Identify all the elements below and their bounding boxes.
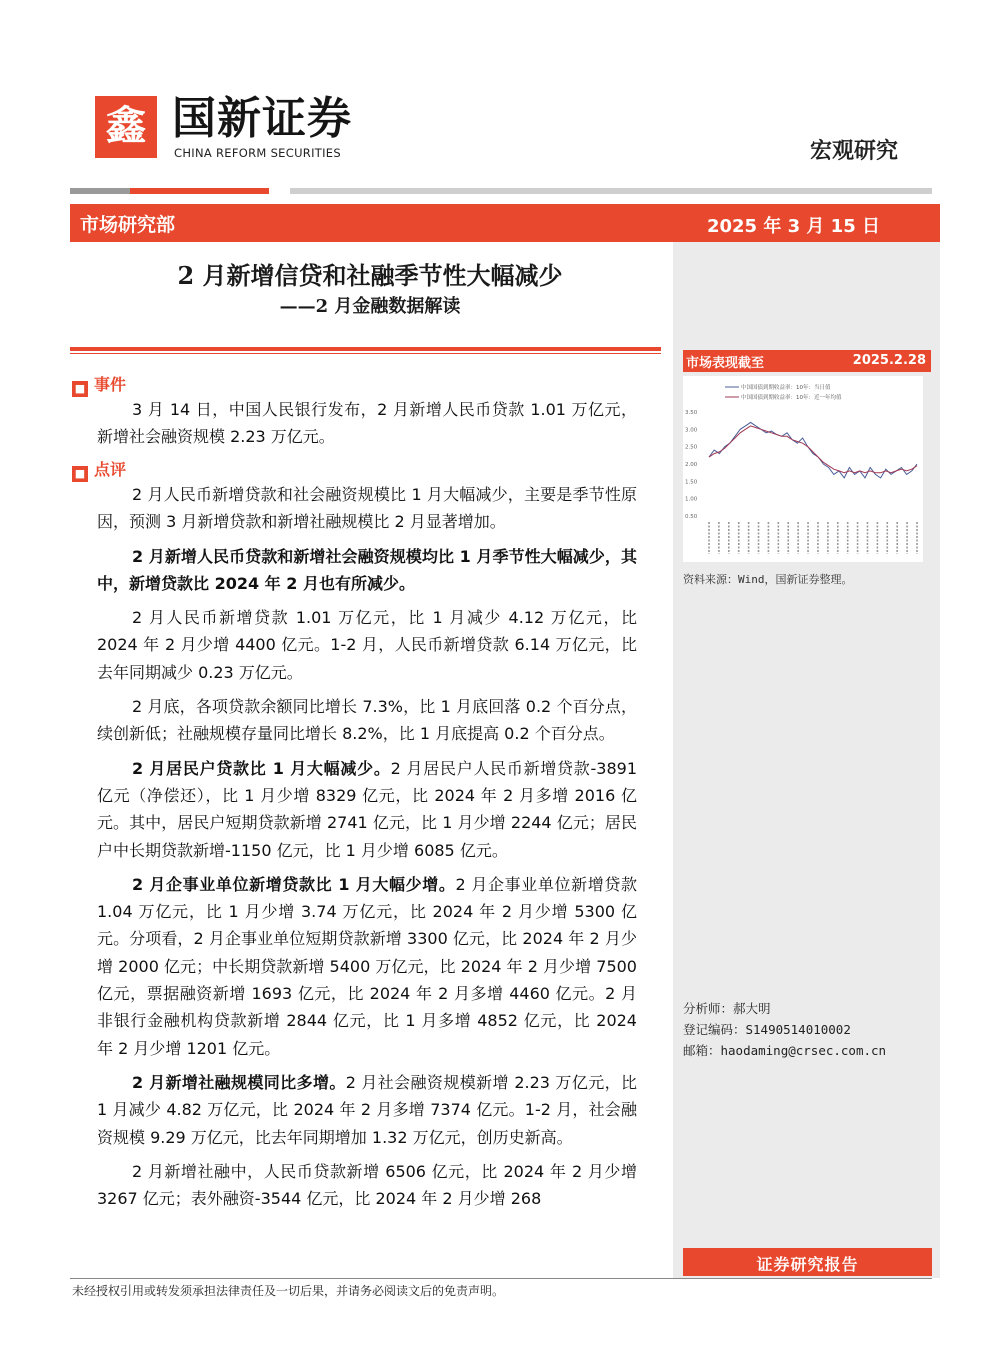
report-label: 证券研究报告 [756,1255,859,1274]
report-subtitle: ——2 月金融数据解读 [279,296,461,317]
y-tick-label: 2.50 [685,444,698,451]
series-line-1 [709,422,917,478]
section-review-heading [72,457,126,482]
y-tick-label: 1.50 [685,479,698,486]
chart-source: 资料来源：Wind，国新证券整理。 [683,573,853,586]
review-paragraph-6 [97,871,637,1062]
paragraph-7-text: 2 月社会融资规模新增 2.23 万亿元，比 1 月减少 4.82 万亿元，比 2024 年 2 月多增 7374 亿元。1-2 月，社会融资规模 9.29 万亿元，比去年同期增加 1.32 万亿元，创历史新高。 [97,1072,637,1147]
section-event-label: 事件 [94,375,127,394]
section-review-label: 点评 [94,460,127,479]
event-paragraph: 3 月 14 日，中国人民银行发布，2 月新增人民币贷款 1.01 万亿元，新增社会融资规模 2.23 万亿元。 [97,400,637,447]
report-title: 2 月新增信贷和社融季节性大幅减少 [177,261,563,290]
review-paragraph-2: 2 月新增人民币贷款和新增社会融资规模均比 1 月季节性大幅减少，其中，新增贷款比 2024 年 2 月也有所减少。 [97,546,637,593]
report-date: 2025 年 3 月 15 日 [706,216,880,237]
header-divider-gray-left [70,188,130,194]
y-tick-label: 1.00 [685,496,698,503]
review-paragraph-8: 2 月新增社融中，人民币贷款新增 6506 亿元，比 2024 年 2 月少增 3267 亿元；表外融资-3544 亿元，比 2024 年 2 月少增 268 [97,1161,637,1209]
y-tick-label: 3.50 [685,410,698,416]
review-paragraph-3: 2 月人民币新增贷款 1.01 万亿元，比 1 月减少 4.12 万亿元，比 2024 年 2 月少增 4400 亿元。1-2 月，人民币新增贷款 6.14 万亿元，比去年同期减少 0.23 万亿元。 [97,608,637,682]
paragraph-5-text: 2 月居民户人民币新增贷款-3891 亿元（净偿还），比 1 月少增 8329 亿元，比 2024 年 2 月多增 2016 亿元。其中，居民户短期贷款新增 2741 亿元，比 1 月少增 2244 亿元；居民户中长期贷款新增-1150 亿元，比 1 月少增 6085 亿元。 [97,758,637,860]
department-label: 市场研究部 [80,214,176,236]
footer-rule [70,1278,932,1279]
market-title: 市场表现截至 [686,356,765,371]
document-type: 宏观研究 [810,138,899,164]
company-name-cn: 国新证券 [172,93,352,144]
paragraph-7-lead: 2 月新增社融规模同比多增。 [132,1072,346,1092]
analyst-registration: 登记编码：S1490514010002 [683,1022,851,1037]
review-paragraph-5 [97,755,637,864]
logo-glyph: 鑫 [106,102,146,149]
section-bullet-icon: ■ [72,466,88,482]
section-event-heading [72,372,126,397]
analyst-name: 分析师：郝大明 [683,1001,771,1016]
paragraph-5-lead: 2 月居民户贷款比 1 月大幅减少。 [132,758,391,778]
company-name-en: CHINA REFORM SECURITIES [174,146,341,160]
event-body [97,396,637,458]
title-rule-thin [70,353,661,354]
review-paragraph-1: 2 月人民币新增贷款和社会融资规模比 1 月大幅减少，主要是季节性原因，预测 3 月新增贷款和新增社融规模比 2 月显著增加。 [97,485,637,532]
review-body [97,481,637,1219]
review-paragraph-7 [97,1069,637,1151]
review-paragraph-4: 2 月底，各项贷款余额同比增长 7.3%，比 1 月底回落 0.2 个百分点，续创新低；社融规模存量同比增长 8.2%，比 1 月底提高 0.2 个百分点。 [97,697,637,744]
market-chart [683,376,923,562]
series-line-2 [709,426,917,473]
paragraph-6-lead: 2 月企事业单位新增贷款比 1 月大幅少增。 [132,874,456,894]
analyst-email[interactable]: 邮箱：haodaming@crsec.com.cn [683,1043,887,1058]
y-tick-label: 0.50 [685,514,698,520]
market-date: 2025.2.28 [852,353,926,368]
legend-label-1: 中国国债到期收益率：10年：当日值 [741,385,831,391]
legend-label-2: 中国国债到期收益率：10年：近一年均值 [741,395,842,401]
y-tick-label: 2.00 [685,462,698,468]
market-chart-svg [683,376,923,562]
header-divider-gray [290,188,932,194]
title-rule [70,347,661,351]
section-bullet-icon: ■ [72,381,88,397]
paragraph-6-text: 2 月企事业单位新增贷款 1.04 万亿元，比 1 月少增 3.74 万亿元，比 2024 年 2 月少增 5300 亿元。分项看，2 月企事业单位短期贷款新增 3300 亿元，比 2024 年 2 月少增 2000 亿元；中长期贷款新增 5400 万亿元，比 2024 年 2 月少增 7500 亿元，票据融资新增 1693 亿元，比 2024 年 2 月多增 4460 亿元。2 月非银行金融机构贷款新增 2844 亿元，比 1 月多增 4852 亿元，比 2024 年 2 月少增 1201 亿元。 [97,874,637,1058]
footer-disclaimer: 未经授权引用或转发须承担法律责任及一切后果，并请务必阅读文后的免责声明。 [72,1284,505,1298]
analyst-info [683,998,886,1061]
y-tick-label: 3.00 [685,427,698,434]
